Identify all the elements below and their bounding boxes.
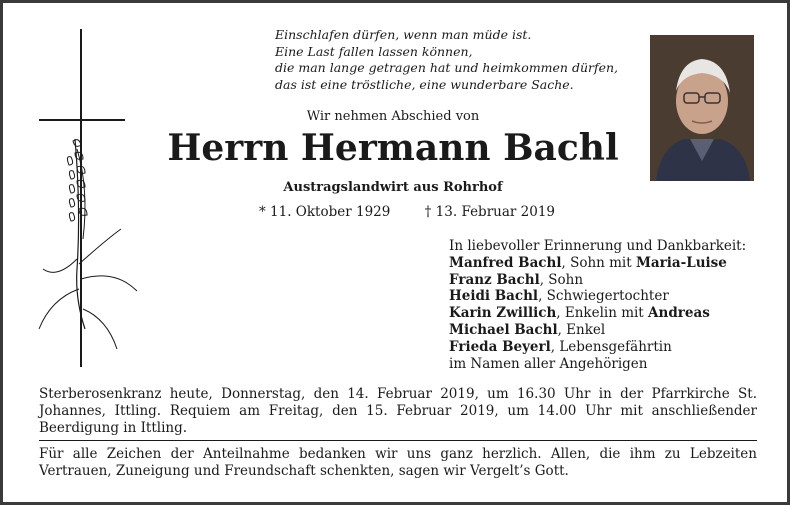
- death-date: † 13. Februar 2019: [424, 204, 555, 220]
- list-item: [449, 288, 779, 305]
- service-details: Sterberosenkranz heute, Donnerstag, den 14. Februar 2019, um 16.30 Uhr in der Pfarrkirche St. Johannes, Ittling. Requiem am Freitag, den 15. Februar 2019, um 14.00 Uhr mit anschließender Beerdigung in Ittling.: [39, 386, 757, 436]
- list-item: [449, 339, 779, 356]
- list-item: [449, 272, 779, 289]
- divider: [39, 440, 757, 441]
- poem-line: Einschlafen dürfen, wenn man müde ist.: [275, 27, 532, 42]
- poem-line: die man lange getragen hat und heimkommen dürfen,: [275, 60, 619, 75]
- deceased-occupation: Austragslandwirt aus Rohrhof: [283, 180, 503, 195]
- cross-with-wheat-icon: [37, 29, 147, 369]
- mourner-name: Franz Bachl: [449, 271, 540, 288]
- mourner-relation: , Enkel: [557, 321, 606, 338]
- mourner-relation: , Enkelin mit: [556, 305, 649, 322]
- birth-date: * 11. Oktober 1929: [259, 204, 391, 220]
- mourner-relation: , Sohn: [539, 271, 584, 288]
- mourner-name: Manfred Bachl: [449, 254, 562, 271]
- mourner-name: Maria-Luise: [635, 254, 727, 271]
- thanks-text: Für alle Zeichen der Anteilnahme bedanken wir uns ganz herzlich. Allen, die ihm zu Lebzeiten Vertrauen, Zuneigung und Freundschaft schenkten, sagen wir Vergelt’s Gott.: [39, 446, 757, 479]
- mourner-name: Frieda Beyerl: [449, 338, 551, 355]
- list-item: [449, 305, 779, 322]
- deceased-name: Herrn Hermann Bachl: [167, 127, 619, 169]
- mourners-heading: In liebevoller Erinnerung und Dankbarkeit:: [449, 238, 747, 254]
- mourner-relation: , Sohn mit: [561, 254, 636, 271]
- mourner-name: Heidi Bachl: [449, 288, 539, 305]
- portrait-photo: [650, 35, 754, 181]
- list-item: [449, 255, 779, 272]
- poem-line: Eine Last fallen lassen können,: [275, 43, 473, 59]
- mourner-relation: , Lebensgefährtin: [550, 338, 672, 355]
- mourner-name: Karin Zwillich: [449, 305, 557, 322]
- list-item: [449, 322, 779, 339]
- mourner-name: Andreas: [648, 305, 710, 322]
- life-dates: [259, 204, 555, 220]
- mourners-list: [449, 238, 779, 372]
- poem: [275, 27, 645, 93]
- mourner-relation: , Schwiegertochter: [538, 288, 669, 305]
- mourners-closing: im Namen aller Angehörigen: [449, 355, 648, 372]
- mourner-name: Michael Bachl: [449, 321, 558, 338]
- farewell-intro: Wir nehmen Abschied von: [306, 109, 480, 124]
- poem-line: das ist eine tröstliche, eine wunderbare Sache.: [275, 76, 574, 92]
